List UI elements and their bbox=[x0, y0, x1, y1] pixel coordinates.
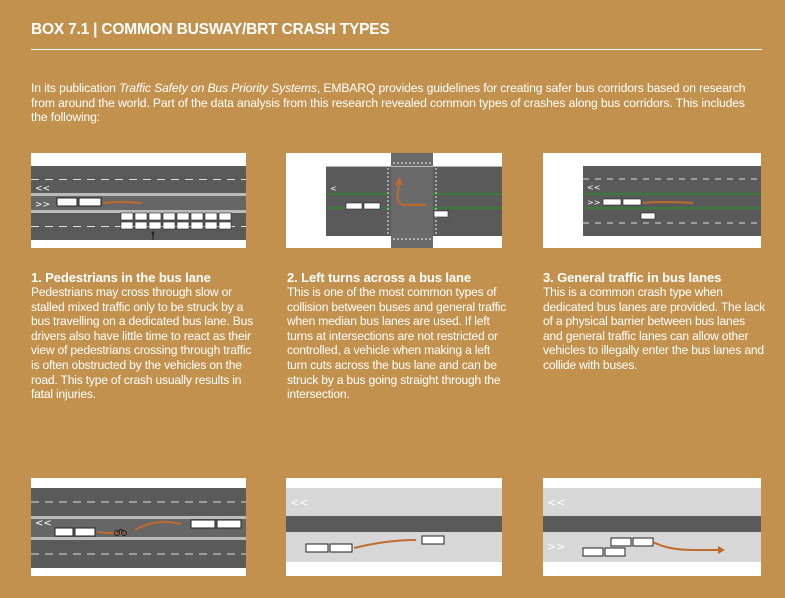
crash-type-2-title: 2. Left turns across a bus lane bbox=[287, 270, 472, 285]
svg-text:<<: << bbox=[290, 496, 309, 509]
intro-rest: , EMBARQ provides guidelines for creating safer bus corridors based on research from around the world. Part of the data analysis from this research revealed common types of crashes along bus corridors. This includes the following: bbox=[31, 81, 746, 125]
svg-text:>>: >> bbox=[547, 540, 566, 553]
intro-paragraph bbox=[31, 81, 757, 125]
box-title: BOX 7.1 | COMMON BUSWAY/BRT CRASH TYPES bbox=[31, 21, 390, 38]
publication-title: Traffic Safety on Bus Priority Systems bbox=[118, 81, 317, 95]
svg-text:>>: >> bbox=[35, 200, 51, 210]
svg-text:<<: << bbox=[587, 183, 601, 192]
diagram-cyclists-bus-lane bbox=[31, 478, 246, 576]
diagram-bus-lane-crash-4 bbox=[286, 478, 502, 576]
intro-lead: In its publication bbox=[31, 81, 119, 95]
diagram-general-traffic-bus-lanes bbox=[543, 153, 761, 248]
diagram-bus-lane-crash-5 bbox=[543, 478, 761, 576]
crash-type-1-body: Pedestrians may cross through slow or stalled mixed traffic only to be struck by a bus travelling on a dedicated bus lane. Bus drivers also have little time to react as their view of pedestrians crossing through traffic is often obstructed by the vehicles on the road. This type of crash usually results in fatal injuries. bbox=[31, 285, 254, 402]
crash-type-3-body: This is a common crash type when dedicated bus lanes are provided. The lack of a physical barrier between bus lanes and general traffic lanes can allow other vehicles to illegally enter the bus lanes and collide with buses. bbox=[543, 285, 765, 372]
svg-text:<<: << bbox=[547, 496, 566, 509]
title-divider bbox=[31, 49, 762, 50]
svg-text:<<: << bbox=[35, 518, 52, 529]
svg-text:<: < bbox=[330, 184, 337, 193]
crash-type-1-title: 1. Pedestrians in the bus lane bbox=[31, 270, 211, 285]
svg-text:>>: >> bbox=[587, 198, 601, 207]
crash-type-3-title: 3. General traffic in bus lanes bbox=[543, 270, 722, 285]
lane-change-arrow-icon bbox=[643, 202, 693, 203]
diagram-left-turns bbox=[286, 153, 502, 248]
diagram-pedestrians-bus-lane bbox=[31, 153, 246, 248]
svg-text:<<: << bbox=[35, 184, 51, 194]
crash-type-2-body: This is one of the most common types of collision between buses and general traffic when median bus lanes are used. If left turns at intersections are not restricted or controlled, a vehicle when making a left turn cuts across the bus lane and can be struck by a bus going straight through the intersection. bbox=[287, 285, 507, 402]
